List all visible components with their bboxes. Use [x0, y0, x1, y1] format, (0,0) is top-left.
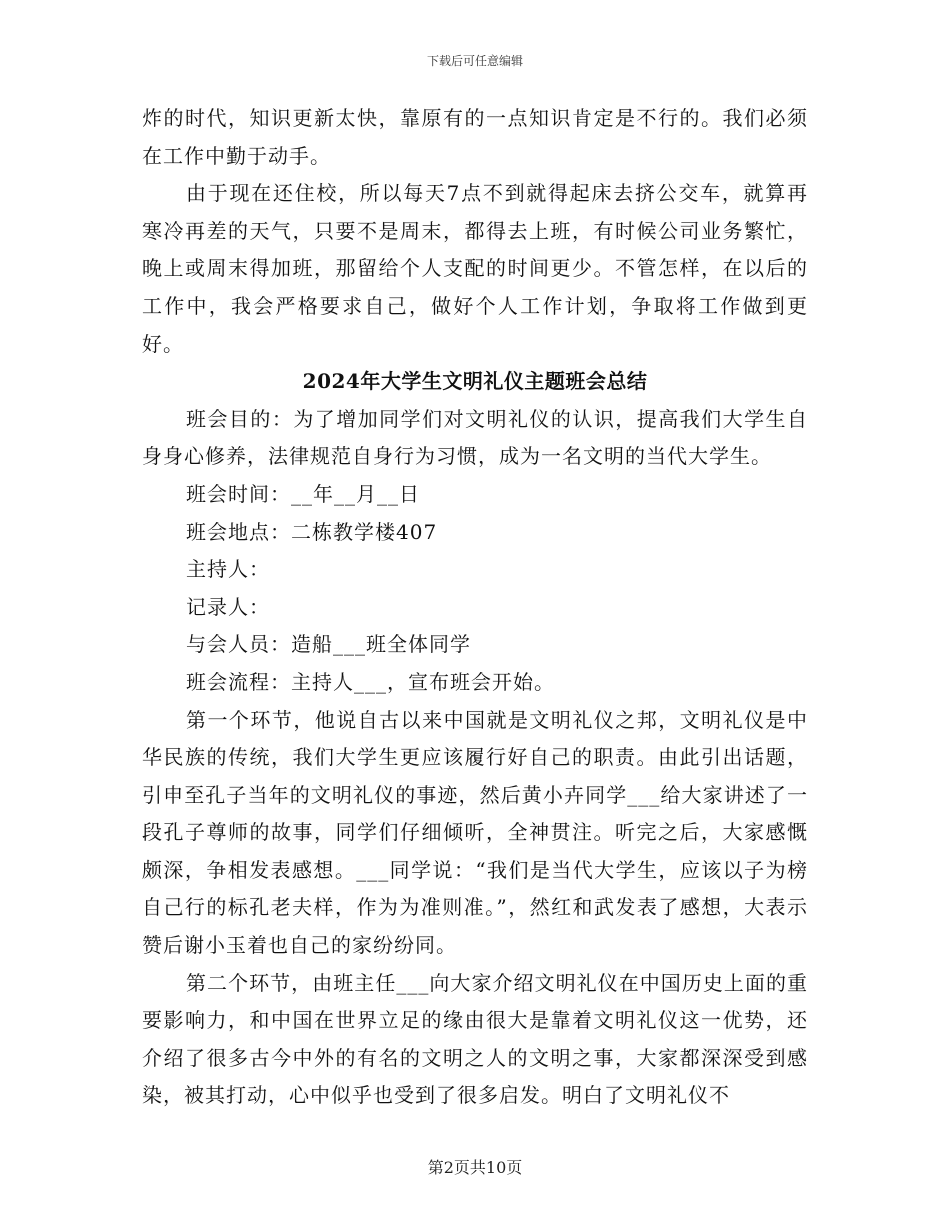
section-title: 2024年大学生文明礼仪主题班会总结 — [302, 369, 648, 394]
meeting-host: 主持人： — [186, 557, 270, 582]
meeting-recorder: 记录人： — [186, 594, 270, 619]
meeting-purpose: 班会目的：为了增加同学们对文明礼仪的认识，提高我们大学生自身身心修养，法律规范自身行为习惯，成为一名文明的当代大学生。 — [142, 406, 808, 469]
meeting-time: 班会时间：__年__月__日 — [186, 481, 420, 506]
meeting-process: 班会流程：主持人___，宣布班会开始。 — [186, 669, 555, 694]
page-number: 第2页共10页 — [427, 1158, 523, 1177]
paragraph-commute: 由于现在还住校，所以每天7点不到就得起床去挤公交车，就算再寒冷再差的天气，只要不是周末，都得去上班，有时候公司业务繁忙，晚上或周末得加班，那留给个人支配的时间更少。不管怎样，在以后的工作中，我会严格要求自己，做好个人工作计划，争取将工作做到更好。 — [142, 181, 808, 356]
paragraph-continued: 炸的时代，知识更新太快，靠原有的一点知识肯定是不行的。我们必须在工作中勤于动手。 — [142, 106, 808, 168]
section-one-paragraph: 第一个环节，他说自古以来中国就是文明礼仪之邦，文明礼仪是中华民族的传统，我们大学生更应该履行好自己的职责。由此引出话题，引申至孔子当年的文明礼仪的事迹，然后黄小卉同学___给大家讲述了一段孔子尊师的故事，同学们仔细倾听，全神贯注。听完之后，大家感慨颇深，争相发表感想。___同学说：“我们是当代大学生，应该以子为榜自己行的标孔老夫样，作为为准则准。”，然红和武发表了感想，大表示赞后谢小玉着也自己的家纷纷同。 — [142, 707, 808, 958]
meeting-location: 班会地点：二栋教学楼407 — [186, 519, 438, 544]
meeting-attendees: 与会人员：造船___班全体同学 — [186, 632, 471, 657]
section-two-paragraph: 第二个环节，由班主任___向大家介绍文明礼仪在中国历史上面的重要影响力，和中国在世界立足的缘由很大是靠着文明礼仪这一优势，还介绍了很多古今中外的有名的文明之人的文明之事，大家都深深受到感染，被其打动，心中似乎也受到了很多启发。明白了文明礼仪不 — [142, 970, 808, 1108]
page-header-note: 下载后可任意编辑 — [426, 54, 523, 68]
document-body — [142, 100, 808, 1115]
